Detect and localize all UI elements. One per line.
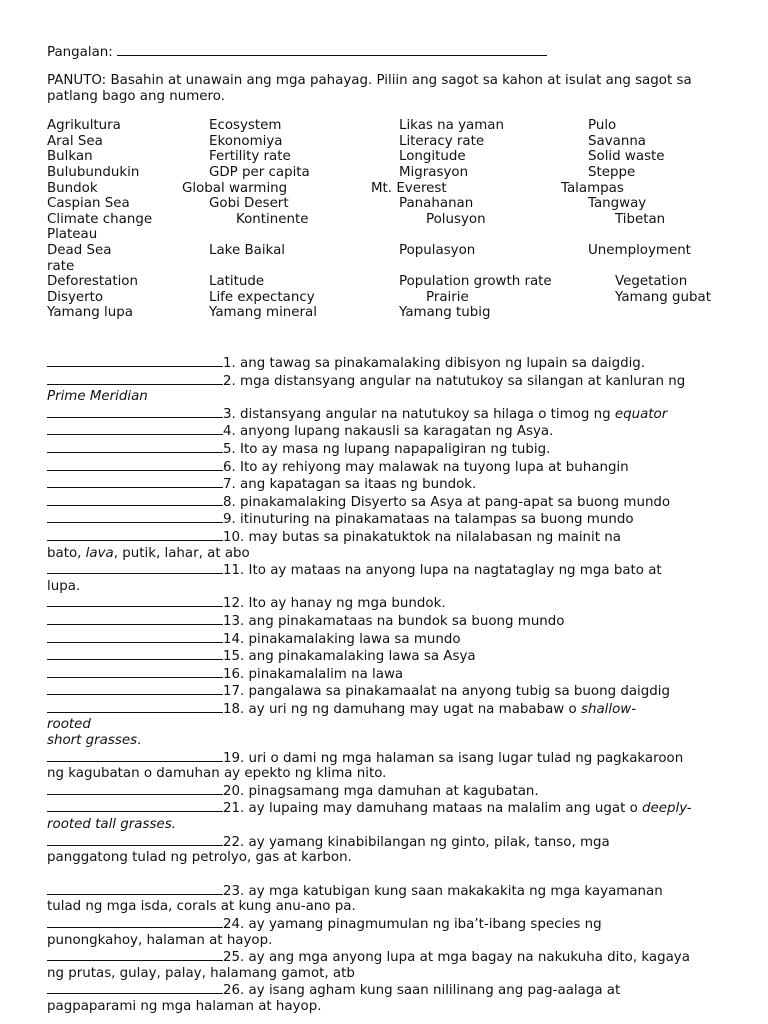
- question-continuation: ng kagubatan o damuhan ay epekto ng klima nito.: [47, 766, 387, 782]
- question-item: 10. may butas sa pinakatuktok na nilalabasan ng mainit na: [47, 528, 737, 546]
- word-bank-item: Longitude: [399, 149, 466, 165]
- answer-blank[interactable]: [47, 782, 223, 795]
- answer-blank[interactable]: [47, 915, 223, 928]
- word-bank-item: Lake Baikal: [209, 242, 285, 258]
- question-item: 22. ay yamang kinabibilangan ng ginto, pilak, tanso, mga: [47, 833, 737, 851]
- answer-blank[interactable]: [47, 882, 223, 895]
- answer-blank[interactable]: [47, 594, 223, 607]
- question-item: 3. distansyang angular na natutukoy sa hilaga o timog ng equator: [47, 405, 737, 423]
- answer-blank[interactable]: [47, 458, 223, 471]
- question-item: 16. pinakamalalim na lawa: [47, 665, 737, 683]
- answer-blank[interactable]: [47, 493, 223, 506]
- word-bank-item: Tangway: [588, 196, 647, 212]
- word-bank-item: Tibetan: [615, 211, 666, 227]
- answer-blank[interactable]: [47, 948, 223, 961]
- word-bank-item: Dead Sea: [47, 242, 112, 258]
- question-item: 13. ang pinakamataas na bundok sa buong mundo: [47, 612, 737, 630]
- word-bank-item: Bulubundukin: [47, 164, 140, 180]
- question-item: 24. ay yamang pinagmumulan ng iba’t-ibang species ng: [47, 915, 737, 933]
- spacer: [47, 866, 737, 882]
- name-row: [47, 43, 737, 59]
- word-bank-item: Bulkan: [47, 149, 93, 165]
- question-item: 2. mga distansyang angular na natutukoy sa silangan at kanluran ng: [47, 372, 737, 390]
- word-bank-item: Deforestation: [47, 274, 138, 290]
- word-bank-item: Caspian Sea: [47, 196, 130, 212]
- word-bank-item: Climate change: [47, 211, 153, 227]
- answer-blank[interactable]: [47, 682, 223, 695]
- question-item: 11. Ito ay mataas na anyong lupa na nagtataglay ng mga bato at: [47, 561, 737, 579]
- word-bank-item: Life expectancy: [209, 289, 315, 305]
- word-bank-item: Agrikultura: [47, 118, 121, 134]
- question-item: 18. ay uri ng ng damuhang may ugat na mababaw o shallow-: [47, 700, 737, 718]
- question-continuation: panggatong tulad ng petrolyo, gas at karbon.: [47, 850, 352, 866]
- question-continuation: tulad ng mga isda, corals at kung anu-ano pa.: [47, 899, 356, 915]
- question-continuation: bato, lava, putik, lahar, at abo: [47, 545, 250, 561]
- instructions: PANUTO: Basahin at unawain ang mga pahayag. Piliin ang sagot sa kahon at isulat ang sagot sa patlang bago ang numero.: [47, 73, 692, 104]
- word-bank-item: Savanna: [588, 133, 647, 149]
- answer-blank[interactable]: [47, 561, 223, 574]
- question-item: 8. pinakamalaking Disyerto sa Asya at pang-apat sa buong mundo: [47, 493, 737, 511]
- answer-blank[interactable]: [47, 799, 223, 812]
- word-bank-item: Bundok: [47, 180, 98, 196]
- word-bank-item: Disyerto: [47, 289, 104, 305]
- answer-blank[interactable]: [47, 647, 223, 660]
- answer-blank[interactable]: [47, 981, 223, 994]
- word-bank-item: Global warming: [182, 180, 288, 196]
- question-item: 26. ay isang agham kung saan nililinang ang pag-aalaga at: [47, 981, 737, 999]
- word-bank-item: Prairie: [426, 289, 469, 305]
- word-bank-item: Ecosystem: [209, 118, 282, 134]
- word-bank: [47, 118, 737, 322]
- name-blank[interactable]: [117, 43, 547, 56]
- word-bank-item: Talampas: [561, 180, 624, 196]
- word-bank-item: Yamang gubat: [615, 289, 711, 305]
- word-bank-item: rate: [47, 258, 75, 274]
- answer-blank[interactable]: [47, 440, 223, 453]
- word-bank-item: Steppe: [588, 164, 636, 180]
- name-label: Pangalan:: [47, 45, 113, 60]
- question-item: 17. pangalawa sa pinakamaalat na anyong tubig sa buong daigdig: [47, 682, 737, 700]
- answer-blank[interactable]: [47, 833, 223, 846]
- question-continuation: lupa.: [47, 578, 81, 594]
- word-bank-item: Vegetation: [615, 274, 688, 290]
- question-continuation: rooted: [47, 717, 91, 733]
- question-continuation: Prime Meridian: [47, 389, 148, 405]
- answer-blank[interactable]: [47, 665, 223, 678]
- question-item: 19. uri o dami ng mga halaman sa isang lugar tulad ng pagkakaroon: [47, 749, 737, 767]
- answer-blank[interactable]: [47, 510, 223, 523]
- question-item: 7. ang kapatagan sa itaas ng bundok.: [47, 475, 737, 493]
- question-item: 6. Ito ay rehiyong may malawak na tuyong lupa at buhangin: [47, 458, 737, 476]
- word-bank-item: Unemployment: [588, 242, 691, 258]
- word-bank-item: GDP per capita: [209, 164, 310, 180]
- answer-blank[interactable]: [47, 700, 223, 713]
- question-continuation: ng prutas, gulay, palay, halamang gamot, atb: [47, 965, 355, 981]
- answer-blank[interactable]: [47, 749, 223, 762]
- word-bank-item: Plateau: [47, 227, 98, 243]
- word-bank-item: Literacy rate: [399, 133, 485, 149]
- answer-blank[interactable]: [47, 630, 223, 643]
- question-item: 20. pinagsamang mga damuhan at kagubatan.: [47, 782, 737, 800]
- word-bank-item: Population growth rate: [399, 274, 552, 290]
- word-bank-item: Yamang mineral: [209, 305, 317, 321]
- answer-blank[interactable]: [47, 612, 223, 625]
- answer-blank[interactable]: [47, 475, 223, 488]
- word-bank-item: Latitude: [209, 274, 265, 290]
- word-bank-item: Fertility rate: [209, 149, 291, 165]
- word-bank-item: Mt. Everest: [371, 180, 447, 196]
- question-item: 4. anyong lupang nakausli sa karagatan ng Asya.: [47, 422, 737, 440]
- question-list: [47, 354, 737, 1015]
- answer-blank[interactable]: [47, 528, 223, 541]
- word-bank-item: Panahanan: [399, 196, 474, 212]
- question-item: 25. ay ang mga anyong lupa at mga bagay na nakukuha dito, kagaya: [47, 948, 737, 966]
- word-bank-item: Migrasyon: [399, 164, 469, 180]
- answer-blank[interactable]: [47, 354, 223, 367]
- question-item: 21. ay lupaing may damuhang mataas na malalim ang ugat o deeply-: [47, 799, 737, 817]
- word-bank-item: Gobi Desert: [209, 196, 289, 212]
- question-continuation: pagpaparami ng mga halaman at hayop.: [47, 998, 322, 1014]
- worksheet: [47, 43, 737, 1014]
- question-item: 23. ay mga katubigan kung saan makakakita ng mga kayamanan: [47, 882, 737, 900]
- question-item: 14. pinakamalaking lawa sa mundo: [47, 630, 737, 648]
- question-continuation: rooted tall grasses.: [47, 817, 176, 833]
- question-item: 15. ang pinakamalaking lawa sa Asya: [47, 647, 737, 665]
- word-bank-item: Solid waste: [588, 149, 665, 165]
- question-item: 9. itinuturing na pinakamataas na talampas sa buong mundo: [47, 510, 737, 528]
- question-item: 1. ang tawag sa pinakamalaking dibisyon ng lupain sa daigdig.: [47, 354, 737, 372]
- word-bank-item: Pulo: [588, 118, 617, 134]
- word-bank-item: Aral Sea: [47, 133, 103, 149]
- word-bank-item: Populasyon: [399, 242, 476, 258]
- word-bank-item: Yamang tubig: [399, 305, 491, 321]
- word-bank-item: Ekonomiya: [209, 133, 283, 149]
- word-bank-item: Likas na yaman: [399, 118, 504, 134]
- answer-blank[interactable]: [47, 372, 223, 385]
- word-bank-item: Polusyon: [426, 211, 486, 227]
- word-bank-item: Yamang lupa: [47, 305, 133, 321]
- question-continuation: short grasses.: [47, 733, 142, 749]
- question-item: 5. Ito ay masa ng lupang napapaligiran ng tubig.: [47, 440, 737, 458]
- answer-blank[interactable]: [47, 422, 223, 435]
- word-bank-item: Kontinente: [236, 211, 309, 227]
- question-item: 12. Ito ay hanay ng mga bundok.: [47, 594, 737, 612]
- answer-blank[interactable]: [47, 405, 223, 418]
- question-continuation: punongkahoy, halaman at hayop.: [47, 932, 273, 948]
